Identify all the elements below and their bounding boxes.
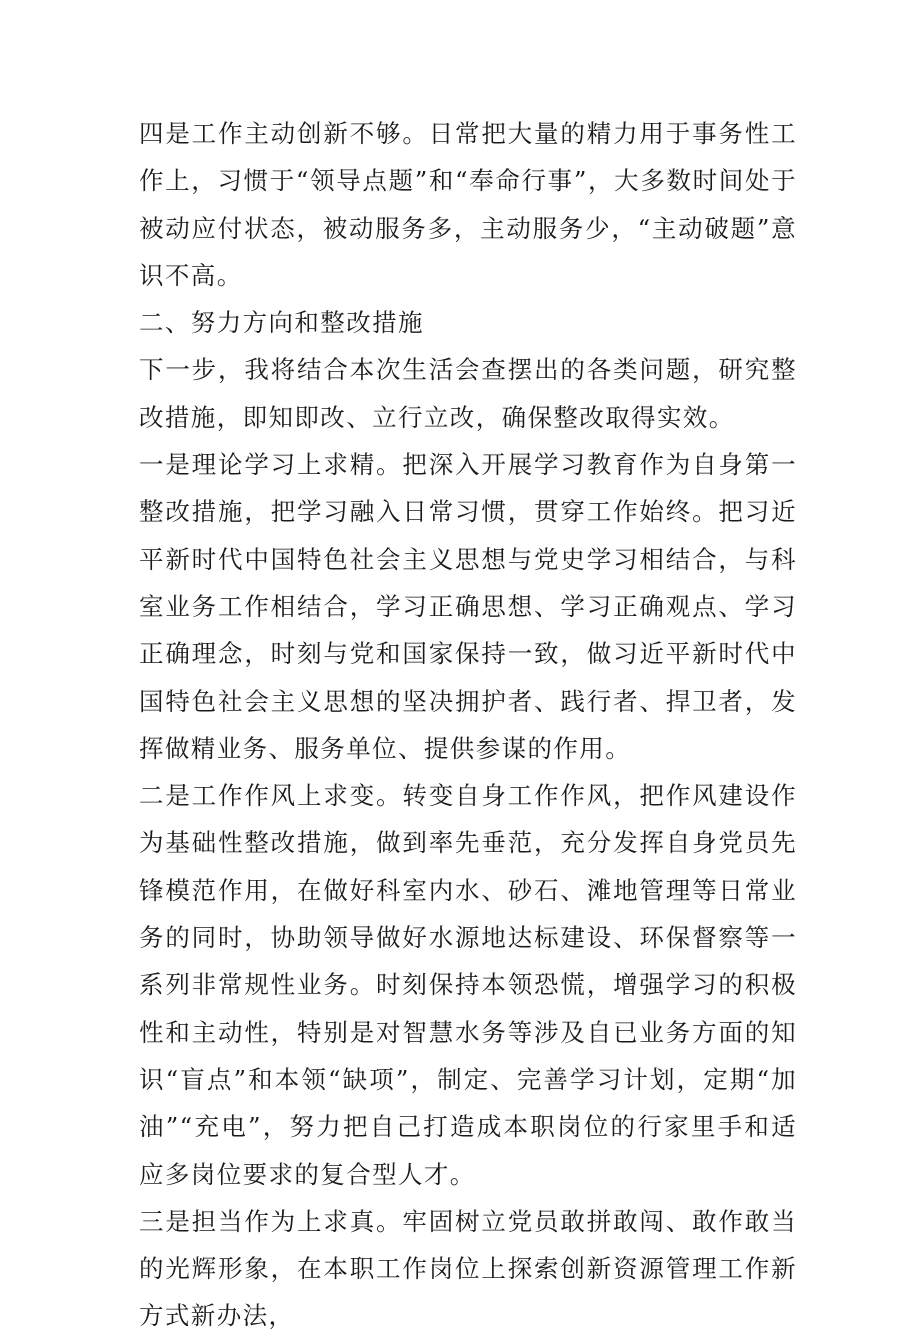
- paragraph-theory-study: 一是理论学习上求精。把深入开展学习教育作为自身第一整改措施，把学习融入日常习惯，贯穿工作始终。把习近平新时代中国特色社会主义思想与党史学习相结合，与科室业务工作相结合，学习正确思想、学习正确观点、学习正确理念，时刻与党和国家保持一致，做习近平新时代中国特色社会主义思想的坚决拥护者、践行者、捍卫者，发挥做精业务、服务单位、提供参谋的作用。: [139, 450, 797, 763]
- paragraph-responsibility: 三是担当作为上求真。牢固树立党员敢拼敢闯、敢作敢当的光辉形象，在本职工作岗位上探索创新资源管理工作新方式新办法，: [139, 1206, 797, 1331]
- paragraph-work-style: 二是工作作风上求变。转变自身工作作风，把作风建设作为基础性整改措施，做到率先垂范，充分发挥自身党员先锋模范作用，在做好科室内水、砂石、滩地管理等日常业务的同时，协助领导做好水源地达标建设、环保督察等一系列非常规性业务。时刻保持本领恐慌，增强学习的积极性和主动性，特别是对智慧水务等涉及自已业务方面的知识“盲点”和本领“缺项”，制定、完善学习计划，定期“加油”“充电”，努力把自己打造成本职岗位的行家里手和适应多岗位要求的复合型人才。: [139, 781, 797, 1189]
- paragraph-next-step: 下一步，我将结合本次生活会查摆出的各类问题，研究整改措施，即知即改、立行立改，确保整改取得实效。: [139, 355, 797, 432]
- document-page: [139, 110, 797, 1340]
- paragraph-innovation-problem: 四是工作主动创新不够。日常把大量的精力用于事务性工作上，习惯于“领导点题”和“奉命行事”，大多数时间处于被动应付状态，被动服务多，主动服务少，“主动破题”意识不高。: [139, 119, 797, 290]
- section-heading-rectification: 二、努力方向和整改措施: [139, 308, 424, 338]
